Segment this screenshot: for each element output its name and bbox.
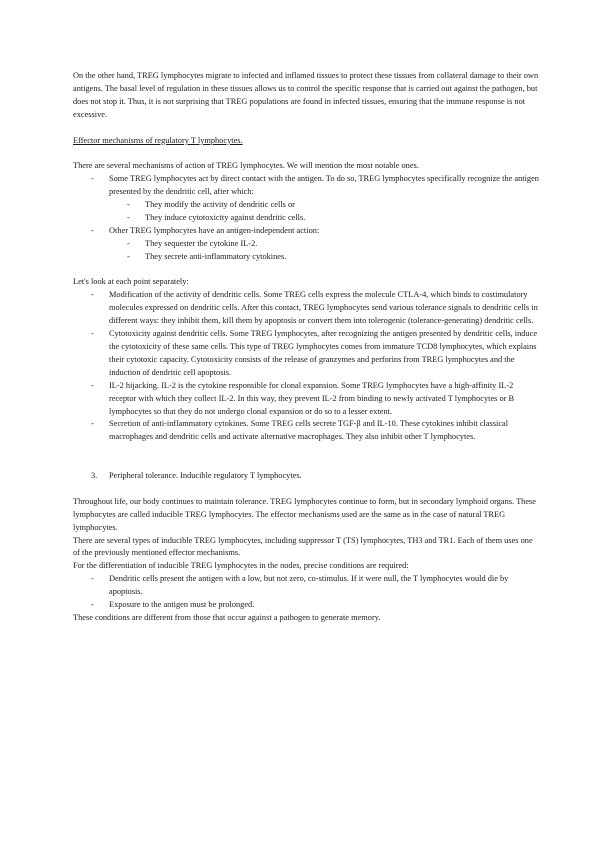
peripheral-paragraph-3: For the differentiation of inducible TREG lymphocytes in the nodes, precise conditions are required: xyxy=(73,561,409,571)
list-item: - IL-2 hijacking. IL-2 is the cytokine responsible for clonal expansion. Some TREG lymphocytes have a high-affinity IL-2 receptor with which they collect IL-2. In this way, they prevent IL-2 from binding to newly activated T lymphocytes or B lymphocytes so that they do not undergo clonal expansion or do so to a lesser extent. xyxy=(109,380,540,419)
section-number: 3. xyxy=(91,471,98,481)
list-item: - Secretion of anti-inflammatory cytokines. Some TREG cells secrete TGF-β and IL-10. These cytokines inhibit classical macrophages and dendritic cells and activate alternative macrophages. They also inhibit other T lymphocytes. xyxy=(109,418,540,444)
intro-paragraph: On the other hand, TREG lymphocytes migrate to infected and inflamed tissues to protect these tissues from collateral damage to their own antigens. The basal level of regulation in these tissues allows us to control the specific response that is carried out against the pathogen, but does not stop it. Thus, it is not surprising that TREG populations are found in infected tissues, ensuring that the immune response is not excessive. xyxy=(73,71,539,119)
list-item: - They modify the activity of dendritic cells or xyxy=(145,199,540,212)
mechanism-text: Some TREG lymphocytes act by direct contact with the antigen. To do so, TREG lymphocytes specifically recognize the antigen presented by the dendritic cell, after which: xyxy=(109,174,539,197)
mechanism-text: Other TREG lymphocytes have an antigen-independent action: xyxy=(109,225,320,235)
conditions-list xyxy=(73,573,540,612)
section-title: Peripheral tolerance. Inducible regulatory T lymphocytes. xyxy=(109,471,302,481)
mechanisms-intro: There are several mechanisms of action of TREG lymphocytes. We will mention the most notable ones. xyxy=(73,161,419,171)
list-item: - Modification of the activity of dendritic cells. Some TREG cells express the molecule CTLA-4, which binds to costimulatory molecules expressed on dendritic cells. After this contact, TREG lymphocytes send various tolerance signals to dendritic cells in different ways: they inhibit them, kill them by apoptosis or convert them into tolerogenic (tolerance-generating) dendritic cells. xyxy=(109,289,540,328)
closing-sentence: These conditions are different from those that occur against a pathogen to generate memory. xyxy=(73,612,381,622)
sub-list xyxy=(109,238,540,264)
mechanisms-list xyxy=(73,173,540,263)
effector-heading: Effector mechanisms of regulatory T lymphocytes. xyxy=(73,135,243,145)
list-item: - They induce cytotoxicity against dendritic cells. xyxy=(145,212,540,225)
list-item xyxy=(109,225,540,264)
list-item: - They sequester the cytokine IL-2. xyxy=(145,238,540,251)
peripheral-paragraph-2: There are several types of inducible TREG lymphocytes, including suppressor T (TS) lymphocytes, TH3 and TR1. Each of them uses one of the previously mentioned effector mechanisms. xyxy=(73,535,533,558)
list-item: - Exposure to the antigen must be prolonged. xyxy=(109,599,540,612)
sub-list xyxy=(109,199,540,225)
separately-intro: Let's look at each point separately: xyxy=(73,277,189,287)
list-item: - Cytotoxicity against dendritic cells. Some TREG lymphocytes, after recognizing the antigen presented by dendritic cells, induce the cytotoxicity of these same cells. This type of TREG lymphocytes comes from immature TCD8 lymphocytes, which explains their cytotoxic capacity. Cytotoxicity consists of the release of granzymes and perforins from TREG lymphocytes and the induction of dendritic cell apoptosis. xyxy=(109,328,540,380)
list-item xyxy=(109,173,540,225)
peripheral-paragraph-1: Throughout life, our body continues to maintain tolerance. TREG lymphocytes continue to form, but in secondary lymphoid organs. These lymphocytes are called inducible TREG lymphocytes. The effector mechanisms used are the same as in the case of natural TREG lymphocytes. xyxy=(73,496,536,532)
section-3-heading xyxy=(73,470,540,483)
points-list xyxy=(73,289,540,444)
list-item: - Dendritic cells present the antigen with a low, but not zero, co-stimulus. If it were null, the T lymphocytes would die by apoptosis. xyxy=(109,573,540,599)
list-item: - They secrete anti-inflammatory cytokines. xyxy=(145,251,540,264)
